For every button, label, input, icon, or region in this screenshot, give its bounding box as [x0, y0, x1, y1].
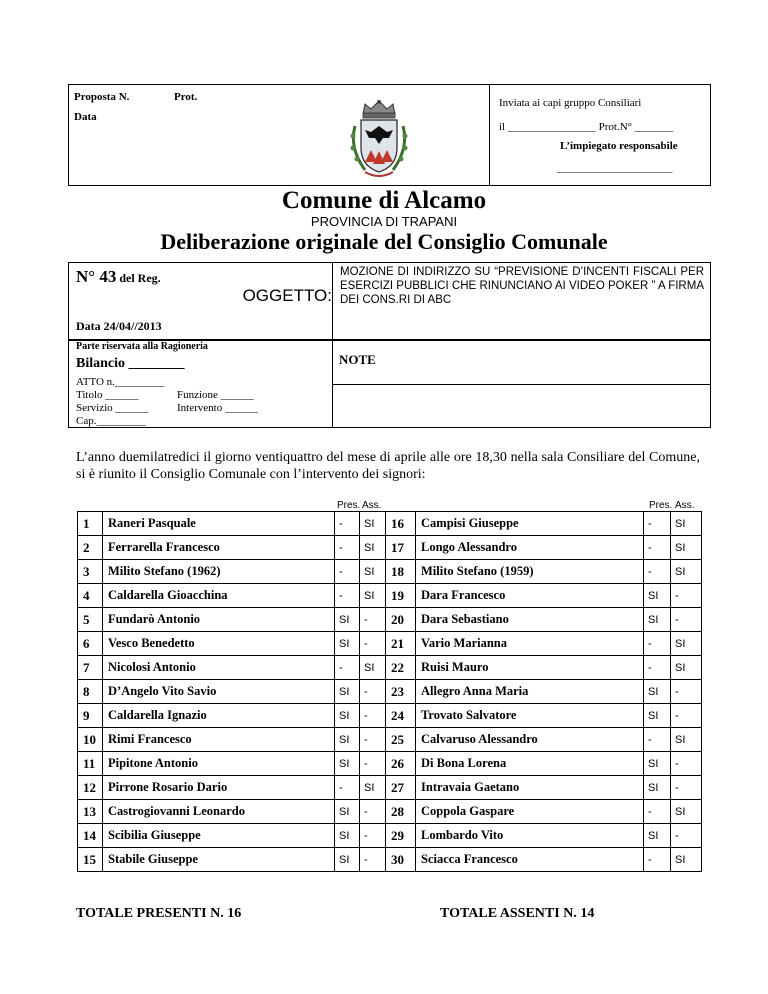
- councillor-row: [78, 752, 702, 776]
- councillor-row: [78, 800, 702, 824]
- funzione-line: Funzione ______: [177, 389, 254, 401]
- presence-value: SI: [644, 680, 671, 704]
- presence-value: -: [335, 656, 360, 680]
- presence-value: SI: [335, 680, 360, 704]
- absence-value: -: [360, 632, 386, 656]
- absence-value: -: [360, 680, 386, 704]
- presence-value: -: [644, 560, 671, 584]
- presence-value: -: [335, 560, 360, 584]
- presence-value: -: [644, 536, 671, 560]
- councillor-name: Lombardo Vito: [416, 824, 644, 848]
- councillor-number: 14: [78, 824, 103, 848]
- inviata-label: Inviata ai capi gruppo Consiliari: [499, 97, 642, 109]
- cap-line: Cap._________: [76, 415, 146, 427]
- councillor-name: Calvaruso Alessandro: [416, 728, 644, 752]
- councillor-row: [78, 584, 702, 608]
- delibera-date: Data 24/04//2013: [76, 319, 162, 333]
- absence-value: SI: [671, 512, 702, 536]
- councillor-number: 21: [386, 632, 416, 656]
- councillor-number: 23: [386, 680, 416, 704]
- presence-value: -: [335, 536, 360, 560]
- councillor-name: Allegro Anna Maria: [416, 680, 644, 704]
- presence-value: -: [335, 776, 360, 800]
- presence-value: SI: [335, 728, 360, 752]
- councillor-number: 6: [78, 632, 103, 656]
- councillor-name: Fundarò Antonio: [103, 608, 335, 632]
- absence-value: -: [360, 728, 386, 752]
- councillor-row: [78, 632, 702, 656]
- servizio-line: Servizio ______: [76, 402, 149, 414]
- councillor-number: 24: [386, 704, 416, 728]
- councillor-row: [78, 728, 702, 752]
- absence-value: SI: [360, 512, 386, 536]
- presence-value: SI: [644, 704, 671, 728]
- councillor-number: 30: [386, 848, 416, 872]
- absence-value: -: [671, 704, 702, 728]
- totale-assenti: TOTALE ASSENTI N. 14: [440, 906, 595, 921]
- councillor-name: Rimi Francesco: [103, 728, 335, 752]
- oggetto-text: MOZIONE DI INDIRIZZO SU “PREVISIONE D’INCENTI FISCALI PER ESERCIZI PUBBLICI CHE RINUNCIANO AI VIDEO POKER ” A FIRMA DEI CONS.RI DI ABC: [340, 266, 704, 306]
- ragioneria-header: Parte riservata alla Ragioneria: [76, 341, 208, 352]
- councillor-name: Dara Sebastiano: [416, 608, 644, 632]
- absence-value: SI: [671, 632, 702, 656]
- delibera-number: [76, 267, 161, 287]
- presence-value: SI: [335, 608, 360, 632]
- councillor-name: Vario Marianna: [416, 632, 644, 656]
- totale-presenti: TOTALE PRESENTI N. 16: [76, 906, 242, 921]
- councillor-row: [78, 776, 702, 800]
- presence-value: SI: [644, 824, 671, 848]
- councillor-number: 12: [78, 776, 103, 800]
- councillor-number: 11: [78, 752, 103, 776]
- absence-value: -: [360, 800, 386, 824]
- presence-value: -: [644, 848, 671, 872]
- signature-line: _____________________: [557, 162, 673, 174]
- absence-value: SI: [360, 536, 386, 560]
- absence-value: -: [671, 680, 702, 704]
- councillor-number: 25: [386, 728, 416, 752]
- councillor-number: 1: [78, 512, 103, 536]
- absence-value: SI: [671, 536, 702, 560]
- numero-suffix: del Reg.: [116, 271, 161, 285]
- absence-value: -: [360, 824, 386, 848]
- presence-value: SI: [644, 584, 671, 608]
- impiegato-label: L’impiegato responsabile: [560, 140, 678, 152]
- absence-value: SI: [360, 656, 386, 680]
- presence-value: SI: [644, 608, 671, 632]
- councillor-number: 2: [78, 536, 103, 560]
- proposta-label: Proposta N.: [74, 91, 130, 103]
- councillor-name: Sciacca Francesco: [416, 848, 644, 872]
- bilancio-label: Bilancio ________: [76, 356, 185, 371]
- councillor-row: [78, 680, 702, 704]
- presence-value: -: [644, 800, 671, 824]
- absence-value: -: [360, 752, 386, 776]
- presence-value: SI: [335, 704, 360, 728]
- oggetto-label: OGGETTO:: [242, 286, 332, 305]
- councillor-name: Caldarella Gioacchina: [103, 584, 335, 608]
- councillor-row: [78, 608, 702, 632]
- councillor-name: Castrogiovanni Leonardo: [103, 800, 335, 824]
- councillor-name: Di Bona Lorena: [416, 752, 644, 776]
- absence-value: -: [360, 848, 386, 872]
- absence-value: -: [671, 824, 702, 848]
- councillor-number: 18: [386, 560, 416, 584]
- presence-value: SI: [335, 800, 360, 824]
- note-label: NOTE: [339, 352, 376, 367]
- absence-value: SI: [671, 800, 702, 824]
- atto-line: ATTO n._________: [76, 376, 165, 388]
- provincia: PROVINCIA DI TRAPANI: [310, 214, 458, 229]
- councillor-number: 8: [78, 680, 103, 704]
- presence-value: -: [644, 632, 671, 656]
- presence-value: -: [335, 512, 360, 536]
- presence-value: -: [335, 584, 360, 608]
- absence-value: -: [360, 608, 386, 632]
- councillor-number: 7: [78, 656, 103, 680]
- councillor-name: Ruisi Mauro: [416, 656, 644, 680]
- presence-value: SI: [644, 776, 671, 800]
- councillor-name: Dara Francesco: [416, 584, 644, 608]
- councillor-name: Nicolosi Antonio: [103, 656, 335, 680]
- councillor-row: [78, 512, 702, 536]
- councillor-number: 22: [386, 656, 416, 680]
- councillor-name: Ferrarella Francesco: [103, 536, 335, 560]
- councillor-number: 28: [386, 800, 416, 824]
- ragioneria-box: [68, 340, 711, 428]
- councillor-number: 15: [78, 848, 103, 872]
- councillor-number: 9: [78, 704, 103, 728]
- ass-header-left: Ass.: [362, 500, 382, 511]
- absence-value: SI: [671, 656, 702, 680]
- il-prot-line: il ________________ Prot.N° _______: [499, 121, 674, 133]
- councillor-name: Raneri Pasquale: [103, 512, 335, 536]
- councillor-name: Pirrone Rosario Dario: [103, 776, 335, 800]
- councillor-number: 19: [386, 584, 416, 608]
- presence-value: -: [644, 656, 671, 680]
- councillor-name: Coppola Gaspare: [416, 800, 644, 824]
- councillor-name: Longo Alessandro: [416, 536, 644, 560]
- councillor-row: [78, 848, 702, 872]
- absence-value: SI: [360, 560, 386, 584]
- councillor-number: 10: [78, 728, 103, 752]
- councillor-name: Caldarella Ignazio: [103, 704, 335, 728]
- councillor-name: Scibilia Giuseppe: [103, 824, 335, 848]
- councillor-row: [78, 560, 702, 584]
- councillor-number: 20: [386, 608, 416, 632]
- comune-title: Comune di Alcamo: [281, 187, 487, 214]
- absence-value: SI: [671, 728, 702, 752]
- titolo-line: Titolo ______: [76, 389, 139, 401]
- absence-value: SI: [360, 776, 386, 800]
- numero-prefix: N° 43: [76, 267, 117, 286]
- intervento-line: Intervento ______: [177, 402, 258, 414]
- councillor-number: 26: [386, 752, 416, 776]
- absence-value: -: [671, 752, 702, 776]
- absence-value: -: [671, 608, 702, 632]
- absence-value: SI: [671, 560, 702, 584]
- councillor-number: 27: [386, 776, 416, 800]
- ass-header-right: Ass.: [675, 500, 695, 511]
- councillor-number: 16: [386, 512, 416, 536]
- councillor-name: Campisi Giuseppe: [416, 512, 644, 536]
- coat-of-arms-emblem: [343, 96, 415, 180]
- councillor-row: [78, 824, 702, 848]
- presence-value: -: [644, 728, 671, 752]
- councillor-name: Intravaia Gaetano: [416, 776, 644, 800]
- deliberazione-title: Deliberazione originale del Consiglio Comunale: [160, 229, 608, 254]
- councillor-row: [78, 656, 702, 680]
- councillor-number: 3: [78, 560, 103, 584]
- councillor-number: 17: [386, 536, 416, 560]
- councillor-number: 4: [78, 584, 103, 608]
- pres-header-right: Pres.: [649, 500, 673, 511]
- absence-value: -: [671, 776, 702, 800]
- councillor-number: 13: [78, 800, 103, 824]
- councillor-name: Trovato Salvatore: [416, 704, 644, 728]
- councillor-name: Pipitone Antonio: [103, 752, 335, 776]
- presence-value: SI: [335, 752, 360, 776]
- presence-value: SI: [335, 848, 360, 872]
- councillor-name: Milito Stefano (1962): [103, 560, 335, 584]
- absence-value: SI: [360, 584, 386, 608]
- presence-value: SI: [335, 632, 360, 656]
- councillor-number: 29: [386, 824, 416, 848]
- absence-value: -: [671, 584, 702, 608]
- presence-value: SI: [644, 752, 671, 776]
- prot-label: Prot.: [174, 91, 198, 103]
- councillor-name: D’Angelo Vito Savio: [103, 680, 335, 704]
- pres-header-left: Pres.: [337, 500, 361, 511]
- councillor-row: [78, 536, 702, 560]
- absence-value: SI: [671, 848, 702, 872]
- presence-value: SI: [335, 824, 360, 848]
- councillor-name: Vesco Benedetto: [103, 632, 335, 656]
- attendance-table: [77, 511, 702, 872]
- data-label: Data: [74, 111, 97, 123]
- councillor-number: 5: [78, 608, 103, 632]
- councillor-name: Stabile Giuseppe: [103, 848, 335, 872]
- intro-paragraph: L’anno duemilatredici il giorno ventiquattro del mese di aprile alle ore 18,30 nella sala Consiliare del Comune, si è riunito il Consiglio Comunale con l’intervento dei signori:: [76, 450, 700, 482]
- councillor-name: Milito Stefano (1959): [416, 560, 644, 584]
- councillor-row: [78, 704, 702, 728]
- presence-value: -: [644, 512, 671, 536]
- absence-value: -: [360, 704, 386, 728]
